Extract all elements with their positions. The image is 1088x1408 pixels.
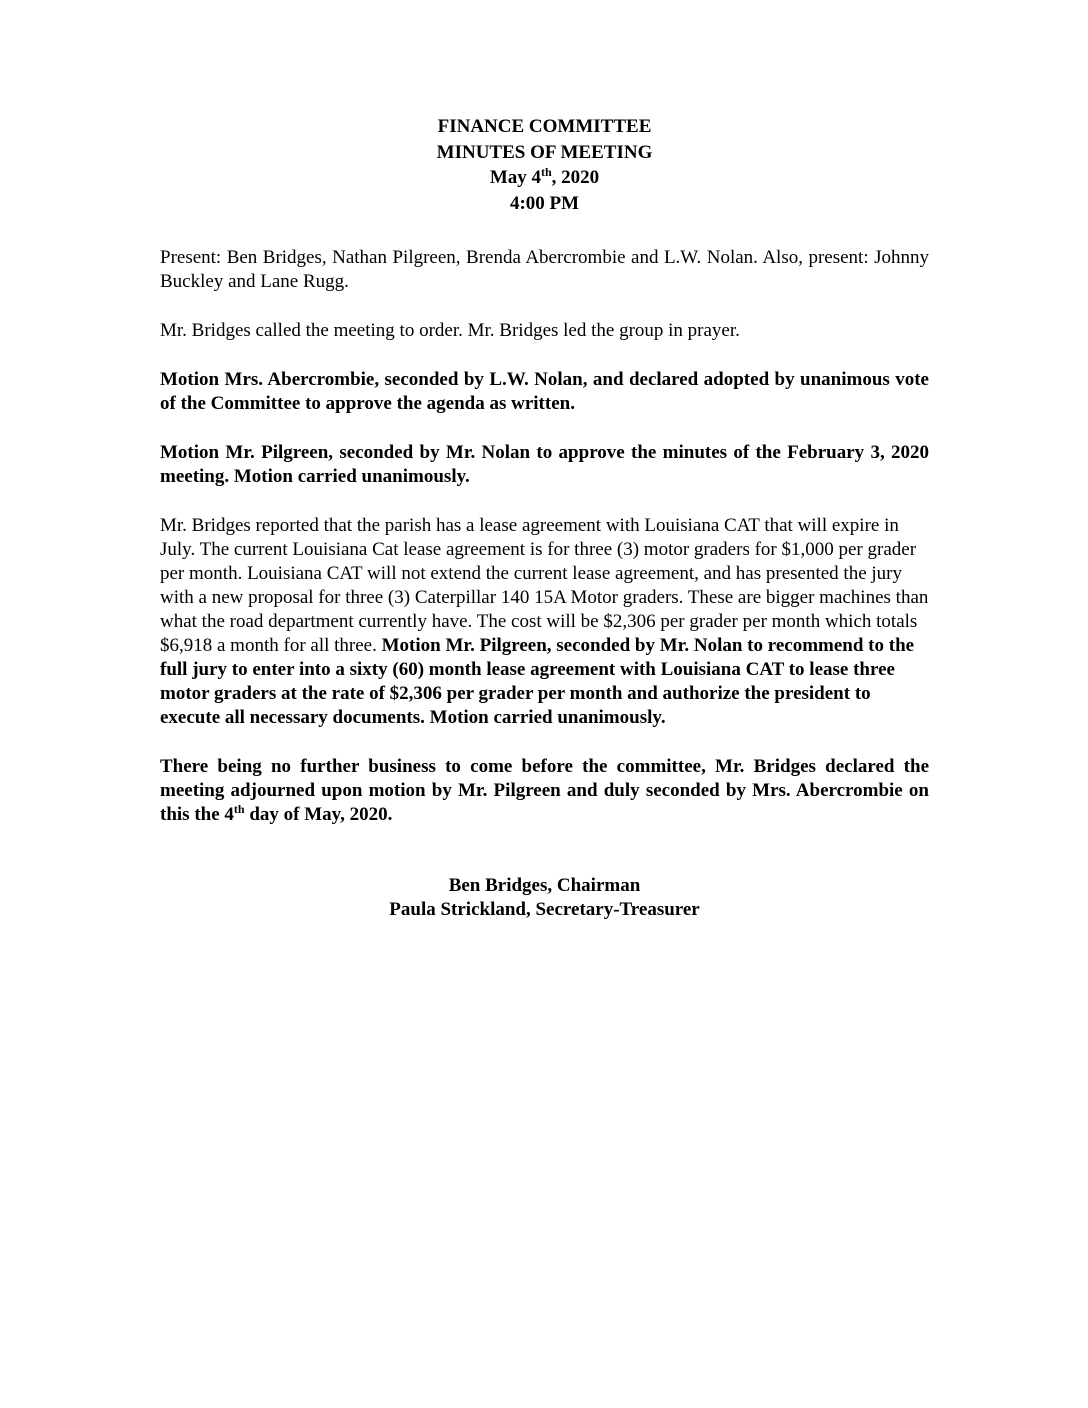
signature-block [160, 874, 929, 922]
minutes-motion-paragraph: Motion Mr. Pilgreen, seconded by Mr. Nolan to approve the minutes of the February 3, 2020 meeting. Motion carried unanimously. [160, 442, 929, 487]
meeting-date-year: , 2020 [551, 167, 600, 188]
lease-motion-text: Motion Mr. Pilgreen, seconded by Mr. Nolan to recommend to the full jury to enter into a sixty (60) month lease agreement with Louisiana CAT to lease three motor graders at the rate of $2,306 per grader per month and authorize the president to execute all necessary documents. Motion carried unanimously. [160, 635, 915, 728]
call-to-order-paragraph: Mr. Bridges called the meeting to order. Mr. Bridges led the group in prayer. [160, 320, 740, 341]
meeting-date [160, 165, 929, 191]
adjournment-text: There being no further business to come before the committee, Mr. Bridges declared the meeting adjourned upon motion by Mr. Pilgreen and duly seconded by Mrs. Abercrombie on this the 4 [160, 756, 929, 825]
lease-report-text: Mr. Bridges reported that the parish has a lease agreement with Louisiana CAT that will expire in July. The current Louisiana Cat lease agreement is for three (3) motor graders for $1,000 per grader per month. Louisiana CAT will not extend the current lease agreement, and has presented the jury with a new proposal for three (3) Caterpillar 140 15A Motor graders. These are bigger machines than what the road department currently have. The cost will be $2,306 per grader per month which totals $6,918 a month for all three. [160, 515, 929, 656]
minutes-title: MINUTES OF MEETING [436, 141, 653, 163]
secretary-signature: Paula Strickland, Secretary-Treasurer [389, 899, 700, 920]
adjournment-ordinal: th [233, 802, 245, 816]
agenda-motion-paragraph: Motion Mrs. Abercrombie, seconded by L.W. Nolan, and declared adopted by unanimous vote of the Committee to approve the agenda as written. [160, 369, 929, 414]
attendance-paragraph: Present: Ben Bridges, Nathan Pilgreen, Brenda Abercrombie and L.W. Nolan. Also, present: Johnny Buckley and Lane Rugg. [160, 247, 929, 292]
document-header [160, 114, 929, 216]
adjournment-paragraph [160, 755, 929, 827]
committee-title: FINANCE COMMITTEE [437, 116, 652, 137]
minutes-document [160, 114, 929, 922]
meeting-time: 4:00 PM [509, 192, 580, 214]
adjournment-date: day of May, 2020. [244, 804, 393, 825]
chairman-signature: Ben Bridges, Chairman [448, 875, 641, 896]
meeting-date-prefix: May 4 [489, 167, 541, 188]
lease-report-paragraph [160, 514, 929, 730]
meeting-date-ordinal: th [541, 165, 552, 179]
